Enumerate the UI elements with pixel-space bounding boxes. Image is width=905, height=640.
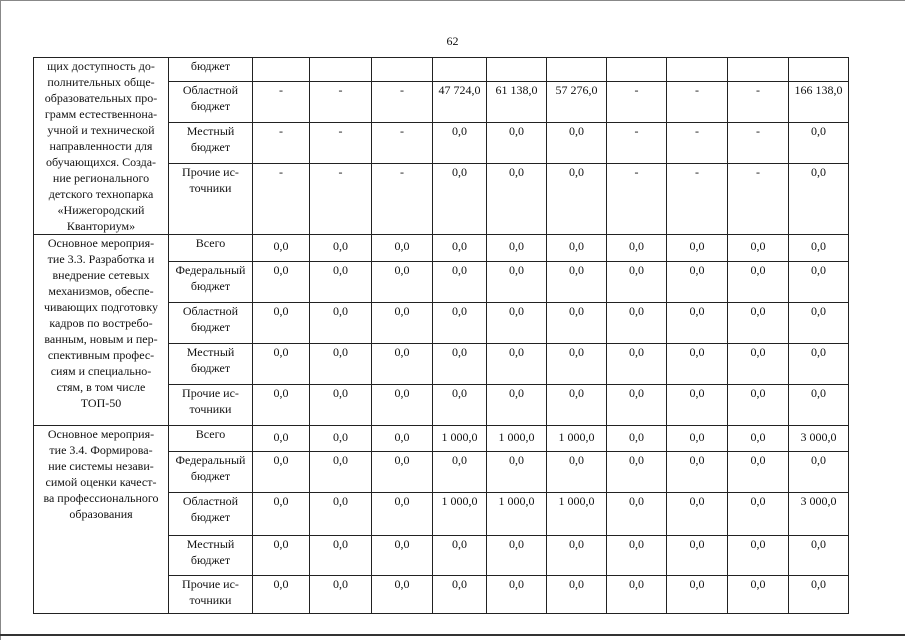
value-cell: 0,0 [433,576,487,614]
value-cell: 61 138,0 [487,82,547,123]
budget-table [33,57,849,614]
value-cell: - [253,164,310,235]
value-cell: 0,0 [547,164,607,235]
value-cell: 0,0 [310,344,372,385]
value-cell: 0,0 [789,262,849,303]
value-cell: 0,0 [728,576,789,614]
value-cell [433,58,487,82]
value-cell: 0,0 [253,426,310,452]
value-cell: - [310,82,372,123]
measure-description: щих доступность до- полнительных обще- образовательных про- грамм естественнона- учной и технической направленности для обучающихся. Созда- ние регионального детского технопарка «Нижегородский Кванториум» [34,58,169,235]
value-cell: 0,0 [487,262,547,303]
value-cell: 0,0 [607,426,667,452]
value-cell: 0,0 [372,344,433,385]
value-cell: 0,0 [487,164,547,235]
value-cell: 0,0 [728,452,789,493]
value-cell: 0,0 [310,536,372,576]
value-cell: - [310,164,372,235]
value-cell: 0,0 [433,303,487,344]
value-cell: 0,0 [487,123,547,164]
value-cell: 0,0 [789,576,849,614]
funding-source: Всего [169,235,253,262]
value-cell: 0,0 [372,303,433,344]
value-cell: 0,0 [433,344,487,385]
value-cell: 0,0 [487,235,547,262]
table-row [34,58,849,82]
value-cell: 1 000,0 [433,493,487,536]
value-cell: 0,0 [372,235,433,262]
funding-source: Всего [169,426,253,452]
value-cell: 0,0 [607,262,667,303]
value-cell: 1 000,0 [487,493,547,536]
value-cell: 0,0 [253,493,310,536]
value-cell: 0,0 [310,493,372,536]
funding-source: Местный бюджет [169,536,253,576]
value-cell: 0,0 [487,385,547,426]
value-cell: 0,0 [607,303,667,344]
value-cell: 0,0 [667,235,728,262]
value-cell: 0,0 [487,536,547,576]
value-cell: 0,0 [310,385,372,426]
value-cell: 0,0 [607,536,667,576]
value-cell: 0,0 [728,536,789,576]
value-cell: 0,0 [667,536,728,576]
value-cell [728,58,789,82]
value-cell: - [253,82,310,123]
value-cell: 0,0 [607,452,667,493]
value-cell: 0,0 [433,452,487,493]
table-row [34,426,849,452]
value-cell: - [372,82,433,123]
value-cell: - [607,164,667,235]
value-cell: 0,0 [607,493,667,536]
page-frame-left [0,0,1,640]
value-cell: 0,0 [789,164,849,235]
funding-source: Федеральный бюджет [169,262,253,303]
value-cell: 0,0 [433,235,487,262]
page-frame-bottom [0,634,905,636]
value-cell: 0,0 [547,235,607,262]
value-cell: 0,0 [728,262,789,303]
value-cell [372,58,433,82]
value-cell: 0,0 [728,344,789,385]
funding-source: Местный бюджет [169,344,253,385]
value-cell: 0,0 [310,426,372,452]
value-cell: 0,0 [310,576,372,614]
value-cell: 0,0 [433,164,487,235]
value-cell [487,58,547,82]
value-cell: 0,0 [789,452,849,493]
page-number: 62 [446,34,459,48]
value-cell: 0,0 [728,493,789,536]
value-cell: 0,0 [728,235,789,262]
value-cell: 0,0 [607,385,667,426]
value-cell: 0,0 [372,262,433,303]
value-cell: 0,0 [372,576,433,614]
value-cell: 0,0 [253,576,310,614]
value-cell: - [253,123,310,164]
funding-source: Прочие ис- точники [169,576,253,614]
value-cell: 0,0 [372,493,433,536]
value-cell: 0,0 [310,452,372,493]
value-cell: 0,0 [789,303,849,344]
value-cell: 0,0 [253,536,310,576]
value-cell: 0,0 [487,344,547,385]
measure-description: Основное мероприя- тие 3.4. Формирова- ние системы незави- симой оценки качест- ва профессионального образования [34,426,169,614]
value-cell: 3 000,0 [789,426,849,452]
value-cell: 0,0 [310,303,372,344]
funding-source: Прочие ис- точники [169,385,253,426]
value-cell: 0,0 [667,385,728,426]
table-row [34,235,849,262]
value-cell: - [667,164,728,235]
value-cell: 0,0 [728,385,789,426]
value-cell: 0,0 [789,235,849,262]
funding-source: Областной бюджет [169,493,253,536]
value-cell: 0,0 [607,235,667,262]
value-cell: - [372,164,433,235]
value-cell [310,58,372,82]
value-cell: - [310,123,372,164]
value-cell: 57 276,0 [547,82,607,123]
value-cell: 0,0 [253,385,310,426]
funding-source: бюджет [169,58,253,82]
value-cell: 0,0 [433,123,487,164]
value-cell [607,58,667,82]
value-cell: 0,0 [547,123,607,164]
value-cell: 3 000,0 [789,493,849,536]
value-cell: 1 000,0 [547,493,607,536]
value-cell: 0,0 [433,536,487,576]
value-cell: 0,0 [667,262,728,303]
value-cell: 0,0 [487,452,547,493]
value-cell: 0,0 [789,344,849,385]
value-cell: - [607,123,667,164]
funding-source: Областной бюджет [169,303,253,344]
funding-source: Областной бюджет [169,82,253,123]
value-cell: 0,0 [372,426,433,452]
value-cell: 1 000,0 [547,426,607,452]
value-cell: 0,0 [372,536,433,576]
value-cell: - [372,123,433,164]
value-cell: 0,0 [253,235,310,262]
value-cell: 0,0 [728,426,789,452]
value-cell: 0,0 [547,385,607,426]
value-cell [789,58,849,82]
value-cell: 0,0 [310,262,372,303]
value-cell: - [667,82,728,123]
value-cell: 0,0 [667,303,728,344]
value-cell: 0,0 [667,426,728,452]
value-cell: 1 000,0 [487,426,547,452]
value-cell: 0,0 [547,344,607,385]
value-cell: 0,0 [433,262,487,303]
value-cell: 0,0 [789,536,849,576]
value-cell: 0,0 [253,262,310,303]
budget-table-body [34,58,849,614]
value-cell: 0,0 [253,344,310,385]
value-cell: 47 724,0 [433,82,487,123]
value-cell: 0,0 [547,262,607,303]
value-cell: 0,0 [547,303,607,344]
value-cell: 1 000,0 [433,426,487,452]
value-cell: - [728,82,789,123]
value-cell [253,58,310,82]
value-cell: 0,0 [607,344,667,385]
value-cell: 0,0 [667,493,728,536]
value-cell: 0,0 [547,576,607,614]
measure-description: Основное мероприя- тие 3.3. Разработка и внедрение сетевых механизмов, обеспе- чивающих подготовку кадров по востребо- ванным, новым и пер- спективным профес- сиям и специально- стям, в том числе ТОП-50 [34,235,169,426]
value-cell: - [728,123,789,164]
value-cell [547,58,607,82]
funding-source: Прочие ис- точники [169,164,253,235]
value-cell: 0,0 [253,452,310,493]
value-cell: 0,0 [372,452,433,493]
value-cell: 0,0 [310,235,372,262]
value-cell: 0,0 [487,303,547,344]
value-cell: 0,0 [667,576,728,614]
value-cell: 0,0 [547,452,607,493]
value-cell: 0,0 [253,303,310,344]
value-cell: 0,0 [607,576,667,614]
funding-source: Местный бюджет [169,123,253,164]
value-cell: - [667,123,728,164]
value-cell [667,58,728,82]
funding-source: Федеральный бюджет [169,452,253,493]
value-cell: - [728,164,789,235]
value-cell: 0,0 [789,385,849,426]
value-cell: 166 138,0 [789,82,849,123]
value-cell: 0,0 [789,123,849,164]
value-cell: 0,0 [487,576,547,614]
value-cell: 0,0 [728,303,789,344]
page-frame-top [0,0,905,1]
value-cell: - [607,82,667,123]
value-cell: 0,0 [547,536,607,576]
value-cell: 0,0 [372,385,433,426]
value-cell: 0,0 [667,452,728,493]
value-cell: 0,0 [667,344,728,385]
value-cell: 0,0 [433,385,487,426]
